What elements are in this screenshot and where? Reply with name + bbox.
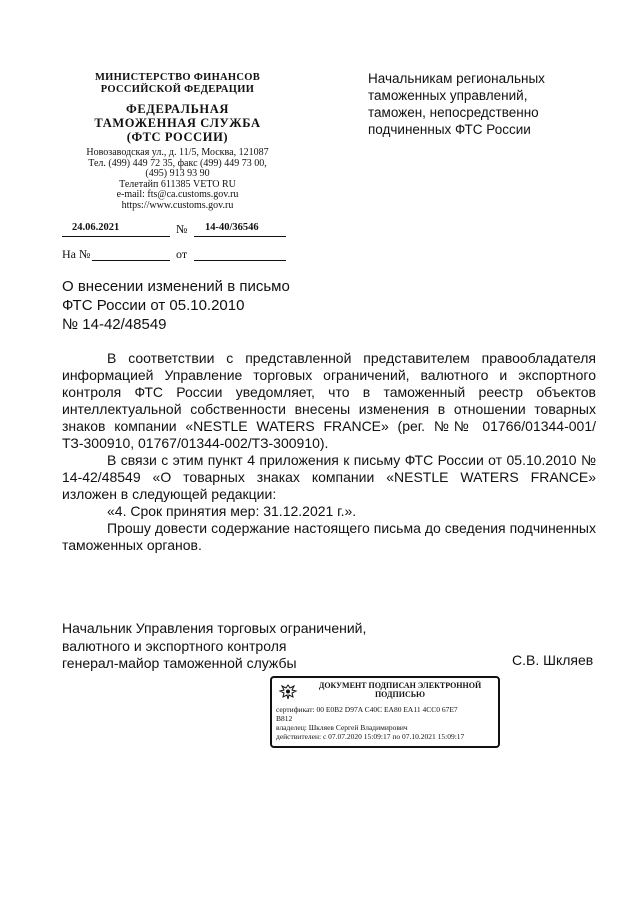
recipient-block — [368, 70, 598, 138]
number-underline — [194, 236, 286, 237]
position-line: Начальник Управления торговых ограничений, — [62, 620, 367, 636]
ministry-name — [60, 72, 295, 96]
subject-line: № 14-42/48549 — [62, 316, 167, 333]
body-paragraph: «4. Срок принятия мер: 31.12.2021 г.». — [107, 503, 357, 519]
document-number: 14-40/36546 — [205, 222, 259, 233]
ministry-line: МИНИСТЕРСТВО ФИНАНСОВ — [94, 72, 261, 83]
agency-line: ТАМОЖЕННАЯ СЛУЖБА — [94, 116, 261, 130]
stamp-certificate: сертификат: 00 E0B2 D97A C40C EA80 EA11 4CC0 67E7 — [276, 705, 458, 714]
ministry-line: РОССИЙСКОЙ ФЕДЕРАЦИИ — [100, 84, 255, 95]
address-line: Новозаводская ул., д. 11/5, Москва, 121087 — [86, 147, 269, 158]
subject-line: О внесении изменений в письмо — [62, 278, 290, 295]
position-line: валютного и экспортного контроля — [62, 637, 287, 654]
stamp-certificate-cont: B812 — [276, 714, 293, 723]
teletype-line: Телетайп 611385 VETO RU — [119, 178, 236, 190]
recipient-line: таможен, непосредственно — [368, 105, 539, 120]
email-line: e-mail: fts@ca.customs.gov.ru — [116, 189, 239, 200]
signatory-position — [62, 620, 366, 673]
phone-line: Тел. (499) 449 72 35, факс (499) 449 73 00, — [88, 157, 267, 169]
body-paragraph: В связи с этим пункт 4 приложения к письму ФТС России от 05.10.2010 № 14-42/48549 «О товарных знаках компании «NESTLE WATERS FRANCE» изложен в следующей редакции: — [62, 452, 596, 502]
stamp-validity: действителен: с 07.07.2020 15:09:17 по 07.10.2021 15:09:17 — [276, 732, 465, 741]
recipient-line: подчиненных ФТС России — [368, 122, 531, 137]
date-underline — [62, 236, 170, 237]
eagle-emblem-icon — [278, 682, 298, 702]
ref-number-underline — [92, 260, 170, 261]
recipient-line: таможенных управлений, — [368, 88, 528, 103]
subject-line: ФТС России от 05.10.2010 — [62, 297, 245, 314]
agency-line: (ФТС РОССИИ) — [126, 130, 229, 144]
letter-body — [62, 350, 596, 554]
ref-number-label: На № — [62, 247, 91, 261]
signatory-name: С.В. Шкляев — [512, 652, 594, 668]
electronic-signature-stamp — [270, 676, 500, 748]
stamp-owner: владелец: Шкляев Сергей Владимирович — [276, 723, 408, 732]
agency-contacts — [60, 148, 295, 211]
document-date: 24.06.2021 — [72, 222, 120, 233]
website-line: https://www.customs.gov.ru — [121, 199, 234, 211]
position-line: генерал-майор таможенной службы — [62, 655, 297, 671]
recipient-line: Начальникам региональных — [368, 71, 545, 86]
stamp-details — [276, 705, 494, 741]
agency-name — [60, 102, 295, 144]
ref-date-label: от — [176, 247, 188, 261]
phone-line: (495) 913 93 90 — [145, 168, 210, 179]
body-paragraph: Прошу довести содержание настоящего письма до сведения подчиненных таможенных органов. — [62, 520, 596, 553]
ref-date-underline — [194, 260, 286, 261]
agency-line: ФЕДЕРАЛЬНАЯ — [125, 102, 230, 116]
stamp-title: ДОКУМЕНТ ПОДПИСАН ЭЛЕКТРОННОЙ ПОДПИСЬЮ — [318, 681, 482, 699]
body-paragraph: В соответствии с представленной представителем правообладателя информацией Управление торговых ограничений, валютного и экспортного контроля ФТС России уведомляет, что в таможенный реестр объектов интеллектуальной собственности внесены изменения в отношении товарных знаков компании «NESTLE WATERS FRANCE» (рег. №№ 01766/01344-001/ТЗ-300910, 01767/01344-002/ТЗ-300910). — [62, 350, 596, 451]
subject-block — [62, 277, 290, 334]
number-label: № — [176, 222, 188, 236]
